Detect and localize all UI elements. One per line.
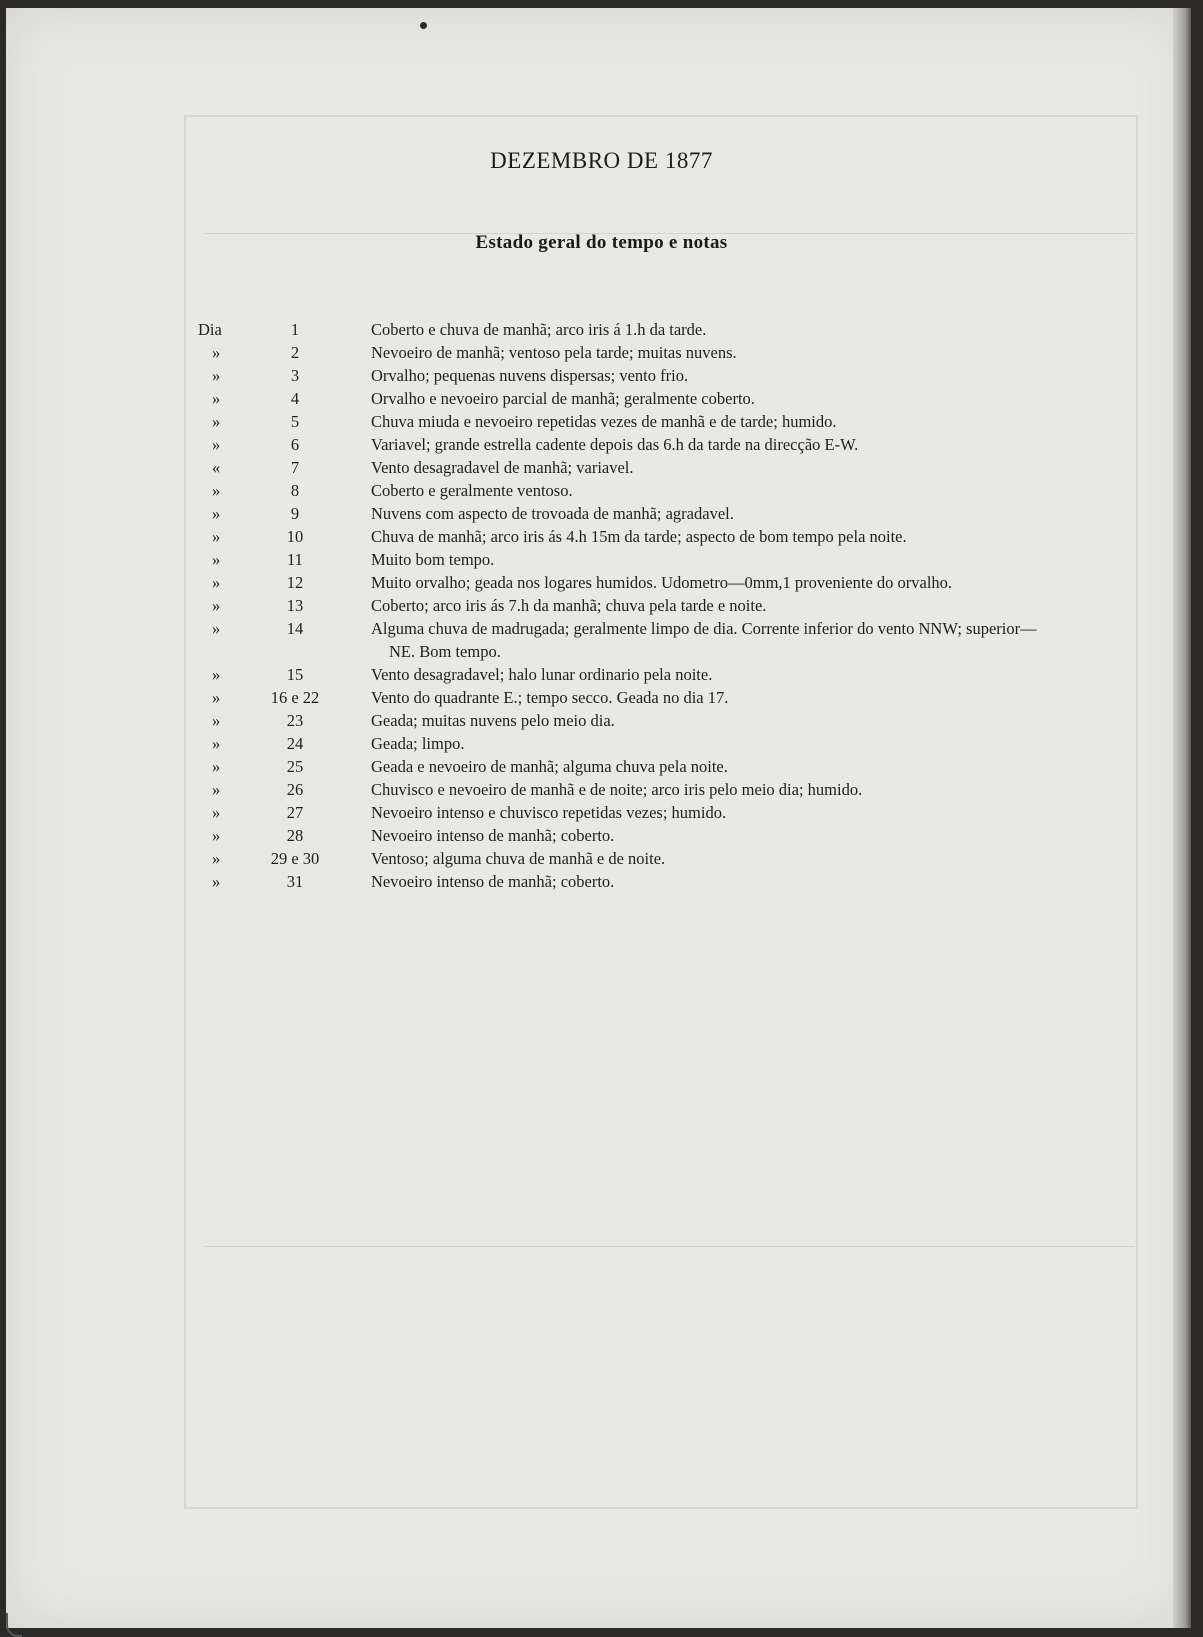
weather-note-text: Geada; muitas nuvens pelo meio dia. xyxy=(371,711,615,730)
weather-note-text: Geada e nevoeiro de manhã; alguma chuva pela noite. xyxy=(371,757,728,776)
ditto-mark: » xyxy=(212,389,221,408)
weather-note-text: Nuvens com aspecto de trovoada de manhã; agradavel. xyxy=(371,504,734,523)
table-row xyxy=(0,318,1203,341)
day-number: 13 xyxy=(286,596,304,615)
weather-note-text: Chuva de manhã; arco iris ás 4.h 15m da tarde; aspecto de bom tempo pela noite. xyxy=(371,527,907,546)
weather-note xyxy=(371,364,1136,387)
ditto-mark: « xyxy=(212,458,221,477)
table-row xyxy=(0,709,1203,732)
weather-note xyxy=(371,686,1136,709)
weather-note xyxy=(371,433,1136,456)
table-row xyxy=(0,387,1203,410)
day-number: 31 xyxy=(286,872,304,891)
ditto-mark: » xyxy=(212,826,221,845)
table-row xyxy=(0,663,1203,686)
weather-note xyxy=(371,479,1136,502)
day-number: 8 xyxy=(290,481,300,500)
ditto-mark: » xyxy=(212,803,221,822)
day-number: 4 xyxy=(290,389,300,408)
weather-note-text: Coberto e geralmente ventoso. xyxy=(371,481,573,500)
day-number: 10 xyxy=(286,527,304,546)
day-number: 27 xyxy=(286,803,304,822)
ditto-mark: » xyxy=(212,504,221,523)
ditto-mark: » xyxy=(212,780,221,799)
ditto-mark: » xyxy=(212,412,221,431)
page-corner-mark xyxy=(6,1613,22,1637)
ditto-mark: » xyxy=(212,757,221,776)
weather-note xyxy=(371,870,1136,893)
section-title: Estado geral do tempo e notas xyxy=(475,232,728,253)
ink-dot xyxy=(420,22,427,29)
weather-note-text: Chuva miuda e nevoeiro repetidas vezes de manhã e de tarde; humido. xyxy=(371,412,837,431)
table-row xyxy=(0,502,1203,525)
ditto-mark: » xyxy=(212,550,221,569)
day-number: 12 xyxy=(286,573,304,592)
table-row xyxy=(0,433,1203,456)
weather-note-text: Coberto e chuva de manhã; arco iris á 1.h da tarde. xyxy=(371,320,707,339)
day-number: 16 e 22 xyxy=(270,688,320,707)
table-row xyxy=(0,778,1203,801)
weather-note-text: Nevoeiro intenso e chuvisco repetidas vezes; humido. xyxy=(371,803,727,822)
weather-note-text: Nevoeiro de manhã; ventoso pela tarde; muitas nuvens. xyxy=(371,343,737,362)
weather-note xyxy=(371,456,1136,479)
table-row xyxy=(0,755,1203,778)
table-row xyxy=(0,594,1203,617)
table-row xyxy=(0,548,1203,571)
weather-note xyxy=(371,847,1136,870)
weather-note xyxy=(371,410,1136,433)
weather-note-text: Coberto; arco iris ás 7.h da manhã; chuva pela tarde e noite. xyxy=(371,596,767,615)
ditto-mark: » xyxy=(212,619,221,638)
weather-note xyxy=(371,387,1136,410)
ditto-mark: » xyxy=(212,366,221,385)
notes-table xyxy=(0,318,1203,893)
day-number: 28 xyxy=(286,826,304,845)
ditto-mark: » xyxy=(212,573,221,592)
weather-note-text: Vento do quadrante E.; tempo secco. Geada no dia 17. xyxy=(371,688,729,707)
day-number: 15 xyxy=(286,665,304,684)
weather-note-text: Muito bom tempo. xyxy=(371,550,495,569)
day-number: 6 xyxy=(290,435,300,454)
weather-note xyxy=(371,341,1136,364)
ditto-mark: » xyxy=(212,343,221,362)
day-number: 1 xyxy=(290,320,300,339)
table-row xyxy=(0,364,1203,387)
weather-note xyxy=(371,525,1136,548)
day-label: Dia xyxy=(198,320,222,339)
bleed-through-rule-bottom xyxy=(204,1246,1134,1247)
day-number: 23 xyxy=(286,711,304,730)
table-row xyxy=(0,870,1203,893)
weather-note xyxy=(371,709,1136,732)
day-number: 25 xyxy=(286,757,304,776)
day-number: 9 xyxy=(290,504,300,523)
page-title: DEZEMBRO DE 1877 xyxy=(490,148,713,173)
weather-note xyxy=(371,732,1136,755)
weather-note-text: Orvalho; pequenas nuvens dispersas; vento frio. xyxy=(371,366,689,385)
day-number: 2 xyxy=(290,343,300,362)
weather-note xyxy=(371,594,1136,617)
weather-note-text: Vento desagradavel; halo lunar ordinario pela noite. xyxy=(371,665,713,684)
weather-note-text: Nevoeiro intenso de manhã; coberto. xyxy=(371,872,615,891)
weather-note xyxy=(371,755,1136,778)
table-row xyxy=(0,686,1203,709)
weather-note xyxy=(371,318,1136,341)
ditto-mark: » xyxy=(212,734,221,753)
weather-note-text: Alguma chuva de madrugada; geralmente limpo de dia. Corrente inferior do vento NNW; superior— xyxy=(371,619,1037,638)
ditto-mark: » xyxy=(212,596,221,615)
weather-note-continuation: NE. Bom tempo. xyxy=(389,642,501,661)
ditto-mark: » xyxy=(212,711,221,730)
table-row xyxy=(0,847,1203,870)
weather-note-text: Nevoeiro intenso de manhã; coberto. xyxy=(371,826,615,845)
table-row xyxy=(0,571,1203,594)
ditto-mark: » xyxy=(212,688,221,707)
weather-note-text: Variavel; grande estrella cadente depois das 6.h da tarde na direcção E-W. xyxy=(371,435,859,454)
table-row xyxy=(0,410,1203,433)
weather-note xyxy=(371,571,1136,594)
table-row xyxy=(0,732,1203,755)
ditto-mark: » xyxy=(212,435,221,454)
weather-note xyxy=(371,502,1136,525)
weather-note xyxy=(371,617,1136,663)
weather-note-text: Muito orvalho; geada nos logares humidos. Udometro—0mm,1 proveniente do orvalho. xyxy=(371,573,953,592)
table-row xyxy=(0,456,1203,479)
day-number: 14 xyxy=(286,619,304,638)
day-number: 11 xyxy=(287,550,303,569)
day-number: 3 xyxy=(290,366,300,385)
table-row xyxy=(0,801,1203,824)
ditto-mark: » xyxy=(212,481,221,500)
weather-note xyxy=(371,663,1136,686)
day-number: 7 xyxy=(290,458,300,477)
weather-note xyxy=(371,801,1136,824)
weather-note xyxy=(371,824,1136,847)
weather-note xyxy=(371,548,1136,571)
ditto-mark: » xyxy=(212,665,221,684)
weather-note-text: Geada; limpo. xyxy=(371,734,465,753)
day-number: 26 xyxy=(286,780,304,799)
ditto-mark: » xyxy=(212,527,221,546)
day-number: 5 xyxy=(290,412,300,431)
table-row xyxy=(0,479,1203,502)
day-number: 24 xyxy=(286,734,304,753)
weather-note-text: Orvalho e nevoeiro parcial de manhã; geralmente coberto. xyxy=(371,389,755,408)
ditto-mark: » xyxy=(212,872,221,891)
weather-note-text: Ventoso; alguma chuva de manhã e de noite. xyxy=(371,849,666,868)
day-number: 29 e 30 xyxy=(270,849,320,868)
table-row xyxy=(0,341,1203,364)
table-row xyxy=(0,525,1203,548)
weather-note-text: Chuvisco e nevoeiro de manhã e de noite; arco iris pelo meio dia; humido. xyxy=(371,780,863,799)
ditto-mark: » xyxy=(212,849,221,868)
table-row xyxy=(0,617,1203,663)
weather-note xyxy=(371,778,1136,801)
table-row xyxy=(0,824,1203,847)
weather-note-text: Vento desagradavel de manhã; variavel. xyxy=(371,458,634,477)
